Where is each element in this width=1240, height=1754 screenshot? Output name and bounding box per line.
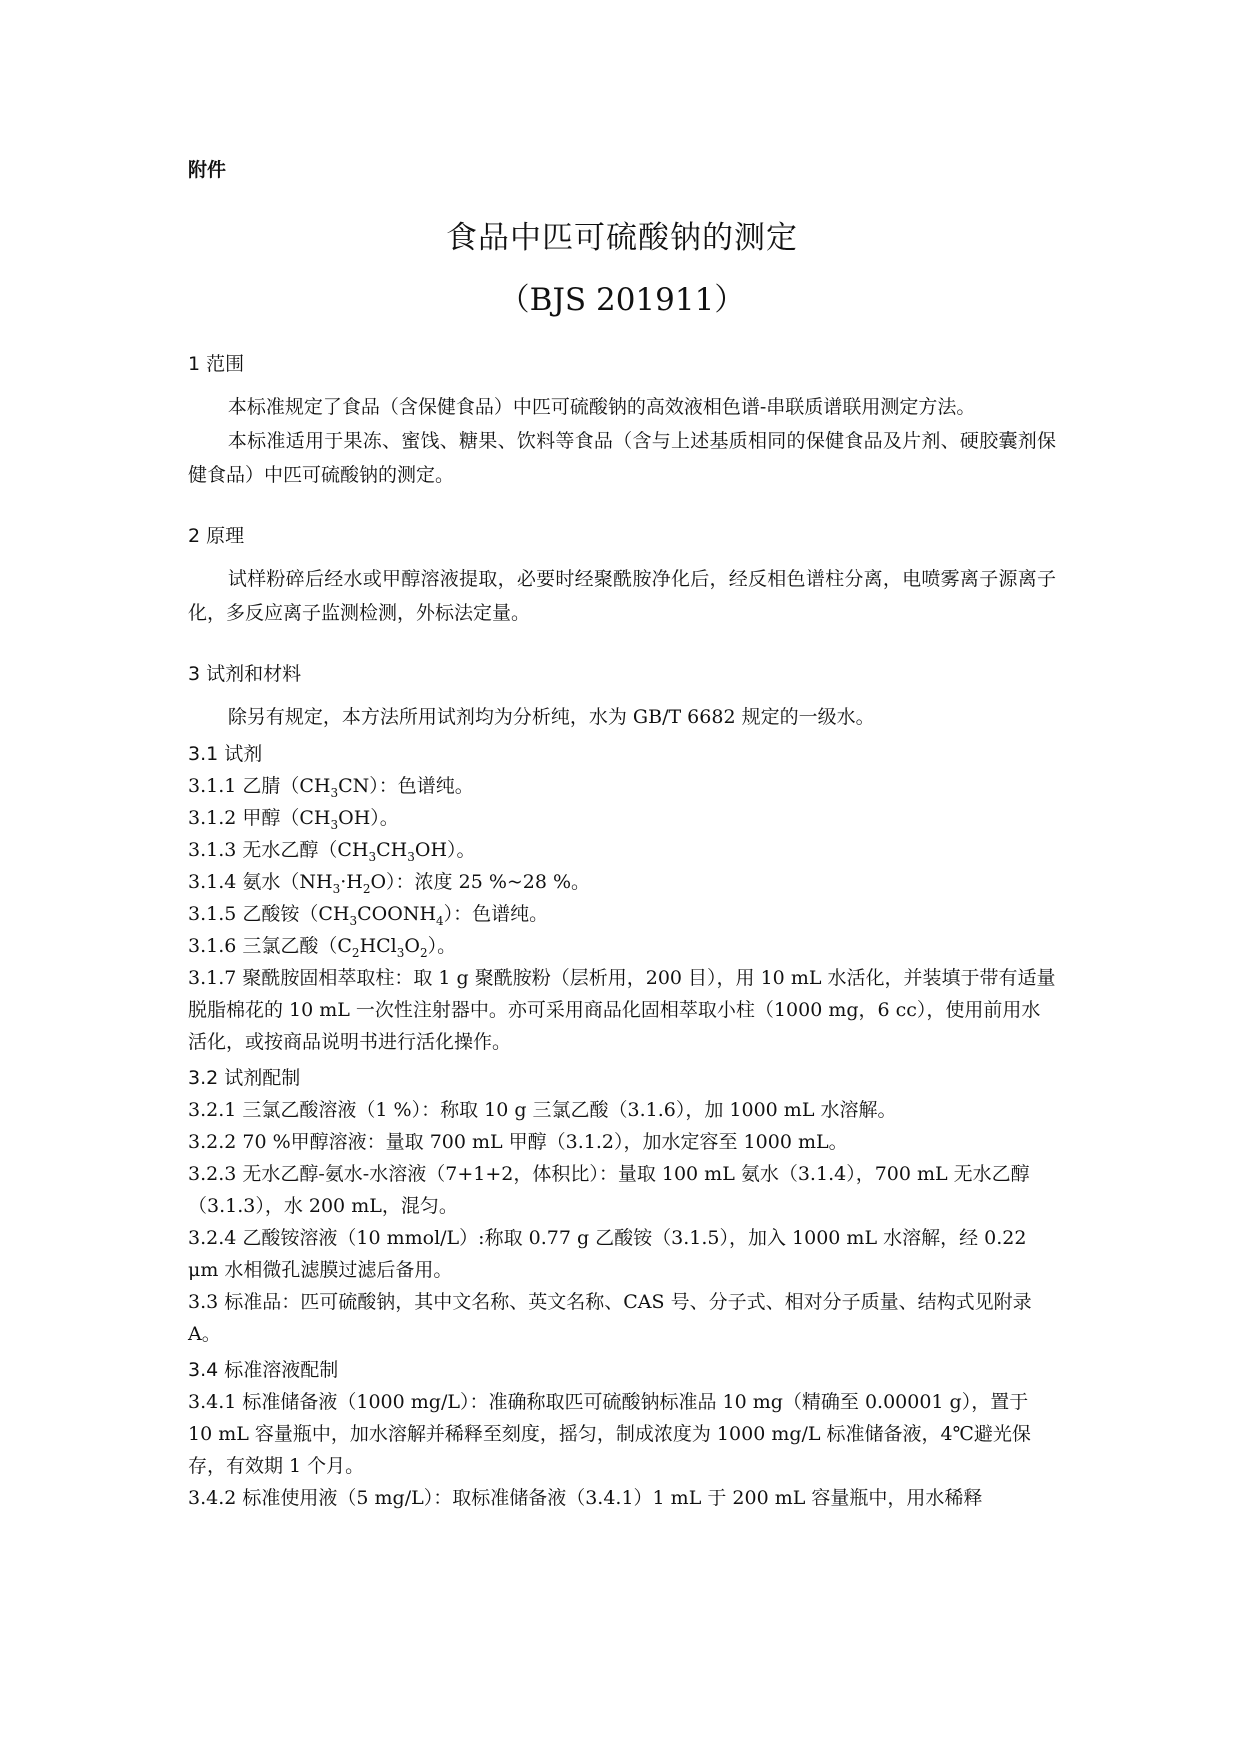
section-3-heading: 3 试剂和材料 bbox=[188, 663, 302, 685]
reagent-3-1-7: 3.1.7 聚酰胺固相萃取柱：取 1 g 聚酰胺粉（层析用，200 目），用 10 mL 水活化，并装填于带有适量脱脂棉花的 10 mL 一次性注射器中。亦可采用商品化固相萃取小柱（1000 mg，6 cc），使用前用水活化，或按商品说明书进行活化操作。 bbox=[188, 967, 1056, 1053]
reagent-3-1-2: 3.1.2 甲醇$(CH_3OH)$。 bbox=[188, 807, 399, 832]
reagent-3-1-1: 3.1.1 乙腈$(CH_3CN)$：色谱纯。 bbox=[188, 775, 474, 800]
annex-label: 附件 bbox=[188, 159, 227, 181]
section-3-intro: 除另有规定，本方法所用试剂均为分析纯，水为 GB/T 6682 规定的一级水。 bbox=[227, 706, 875, 728]
preparation-3-2-1: 3.2.1 三氯乙酸溶液（1 %）：称取 10 g 三氯乙酸（3.1.6），加 1000 mL 水溶解。 bbox=[188, 1099, 897, 1121]
reagent-3-1-6: 3.1.6 三氯乙酸$(C_2HCl_3O_2)$。 bbox=[188, 935, 457, 960]
standard-solution-3-4-2: 3.4.2 标准使用液（5 mg/L）：取标准储备液（3.4.1）1 mL 于 200 mL 容量瓶中，用水稀释 bbox=[188, 1487, 983, 1509]
document-title: 食品中匹可硫酸钠的测定 bbox=[446, 220, 798, 256]
section-3-1-heading: 3.1 试剂 bbox=[188, 743, 263, 765]
section-1-heading: 1 范围 bbox=[188, 353, 245, 375]
section-2-paragraph: 试样粉碎后经水或甲醇溶液提取，必要时经聚酰胺净化后，经反相色谱柱分离，电喷雾离子源离子化，多反应离子监测检测，外标法定量。 bbox=[188, 568, 1056, 624]
reagent-3-1-5: 3.1.5 乙酸铵$(CH_3COONH_4)$：色谱纯。 bbox=[188, 903, 549, 928]
reagent-3-1-3: 3.1.3 无水乙醇$(CH_3CH_3OH)$。 bbox=[188, 839, 476, 864]
standard-solution-3-4-1: 3.4.1 标准储备液（1000 mg/L）：准确称取匹可硫酸钠标准品 10 mg（精确至 0.00001 g），置于 10 mL 容量瓶中，加水溶解并稀释至刻度，摇匀，制成浓度为 1000 mg/L 标准储备液，4℃避光保存，有效期 1 个月。 bbox=[188, 1391, 1031, 1477]
standard-code: （BJS 201911） bbox=[498, 282, 746, 318]
reagent-3-1-4: 3.1.4 氨水$(NH_3\cdot H_2O)$：浓度 25 %~28 %。 bbox=[188, 871, 591, 896]
preparation-3-2-4: 3.2.4 乙酸铵溶液（10 mmol/L）:称取 0.77 g 乙酸铵（3.1.5），加入 1000 mL 水溶解，经 0.22 μm 水相微孔滤膜过滤后备用。 bbox=[188, 1227, 1027, 1281]
section-3-4-heading: 3.4 标准溶液配制 bbox=[188, 1359, 339, 1381]
section-3-3-standard: 3.3 标准品：匹可硫酸钠，其中文名称、英文名称、CAS 号、分子式、相对分子质量、结构式见附录 A。 bbox=[188, 1291, 1032, 1345]
document-body bbox=[188, 158, 1056, 1514]
section-3-2-heading: 3.2 试剂配制 bbox=[188, 1067, 301, 1089]
section-1-paragraph-1: 本标准规定了食品（含保健食品）中匹可硫酸钠的高效液相色谱-串联质谱联用测定方法。 bbox=[227, 396, 976, 418]
preparation-3-2-3: 3.2.3 无水乙醇-氨水-水溶液（7+1+2，体积比）：量取 100 mL 氨水（3.1.4），700 mL 无水乙醇（3.1.3），水 200 mL，混匀。 bbox=[188, 1163, 1030, 1217]
section-2-heading: 2 原理 bbox=[188, 525, 245, 547]
section-1-paragraph-2: 本标准适用于果冻、蜜饯、糖果、饮料等食品（含与上述基质相同的保健食品及片剂、硬胶囊剂保健食品）中匹可硫酸钠的测定。 bbox=[188, 430, 1056, 486]
preparation-3-2-2: 3.2.2 70 %甲醇溶液：量取 700 mL 甲醇（3.1.2），加水定容至 1000 mL。 bbox=[188, 1131, 848, 1153]
